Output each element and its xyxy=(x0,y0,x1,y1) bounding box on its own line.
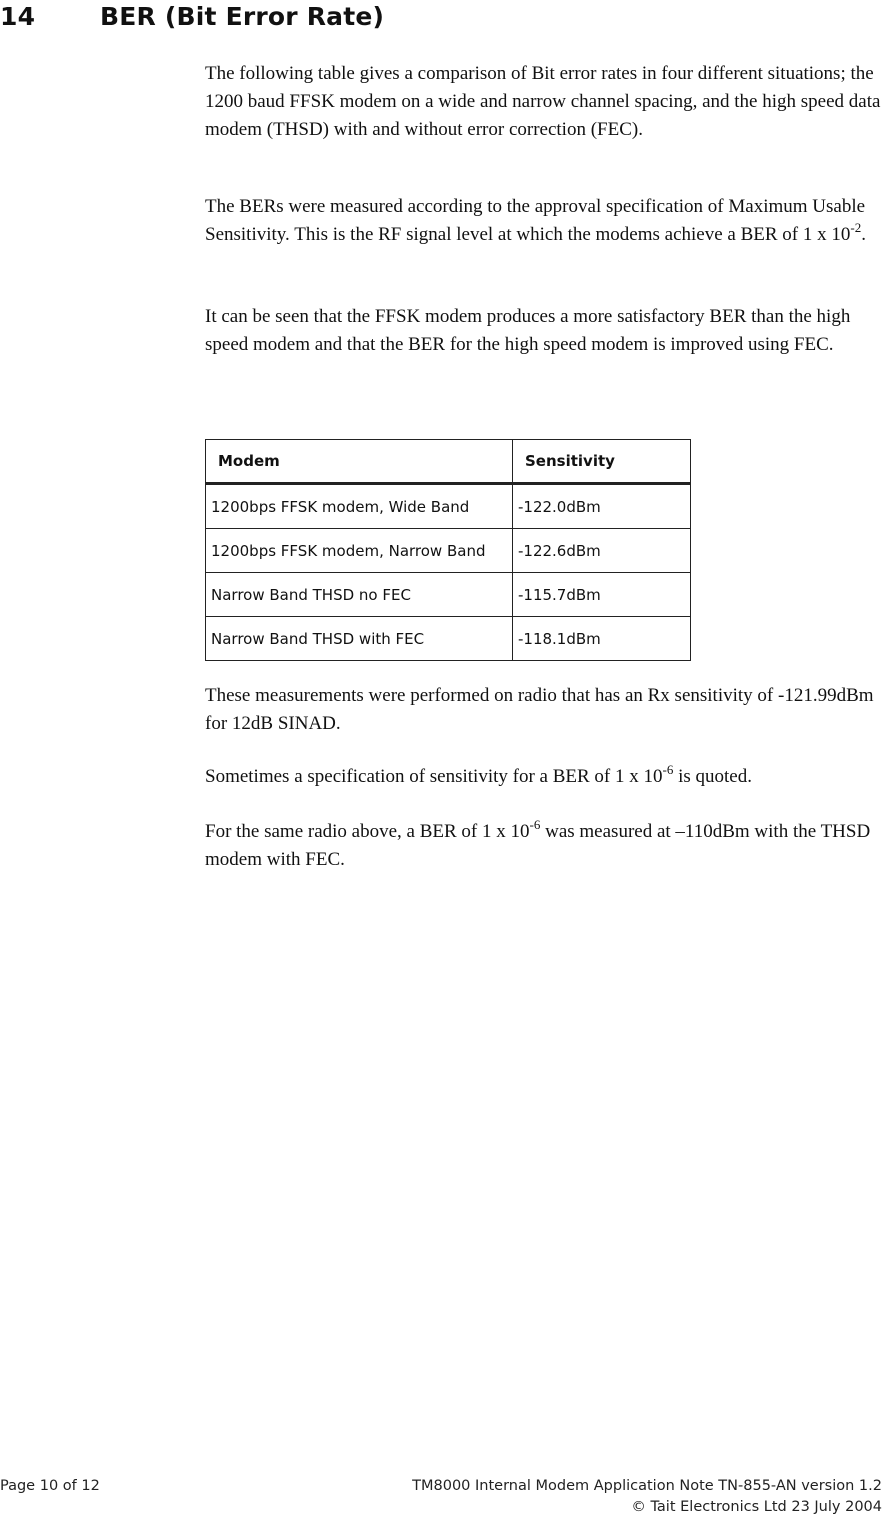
column-header-sensitivity: Sensitivity xyxy=(513,440,691,484)
table-row xyxy=(206,484,691,529)
specification-paragraph: Sometimes a specification of sensitivity for a BER of 1 x $10^{-6}$ is quoted. xyxy=(205,761,752,787)
modem-cell: Narrow Band THSD no FEC xyxy=(206,573,513,617)
section-number: 14 xyxy=(0,2,36,31)
exponent: -2 xyxy=(850,219,862,235)
copyright-notice: © Tait Electronics Ltd 23 July 2004 xyxy=(631,1499,882,1515)
comparison-paragraph: It can be seen that the FFSK modem produces a more satisfactory BER than the high speed modem and that the BER for the high speed modem is improved using FEC. xyxy=(205,306,851,355)
sensitivity-cell: -115.7dBm xyxy=(513,573,691,617)
thsd-result-paragraph: For the same radio above, a BER of 1 x $10^{-6}$ was measured at –110dBm with the THSD modem with FEC. xyxy=(205,816,871,870)
column-header-modem: Modem xyxy=(206,440,513,484)
sensitivity-cell: -118.1dBm xyxy=(513,617,691,661)
intro-paragraph: The following table gives a comparison of Bit error rates in four different situations; the 1200 baud FFSK modem on a wide and narrow channel spacing, and the high speed data modem (THSD) with and without error correction (FEC). xyxy=(205,63,881,140)
modem-cell: 1200bps FFSK modem, Wide Band xyxy=(206,484,513,529)
table-row xyxy=(206,529,691,573)
footer-document-info xyxy=(412,1476,882,1518)
table-row xyxy=(206,617,691,661)
exponent: -6 xyxy=(662,761,674,777)
table-row xyxy=(206,573,691,617)
sensitivity-cell: -122.0dBm xyxy=(513,484,691,529)
modem-cell: 1200bps FFSK modem, Narrow Band xyxy=(206,529,513,573)
section-title: BER (Bit Error Rate) xyxy=(100,2,385,31)
modem-cell: Narrow Band THSD with FEC xyxy=(206,617,513,661)
document-title: TM8000 Internal Modem Application Note TN-855-AN version 1.2 xyxy=(412,1478,882,1494)
page-number: Page 10 of 12 xyxy=(0,1478,100,1494)
measurement-paragraph: The BERs were measured according to the approval specification of Maximum Usable Sensitivity. This is the RF signal level at which the modems achieve a BER of 1 x $10^{-2}$. xyxy=(205,196,866,245)
ber-table xyxy=(205,439,691,661)
section-heading xyxy=(0,0,384,34)
table-header-row xyxy=(206,440,691,484)
exponent: -6 xyxy=(529,816,541,832)
sensitivity-cell: -122.6dBm xyxy=(513,529,691,573)
radio-sensitivity-paragraph: These measurements were performed on radio that has an Rx sensitivity of -121.99dBm for 12dB SINAD. xyxy=(205,685,874,734)
